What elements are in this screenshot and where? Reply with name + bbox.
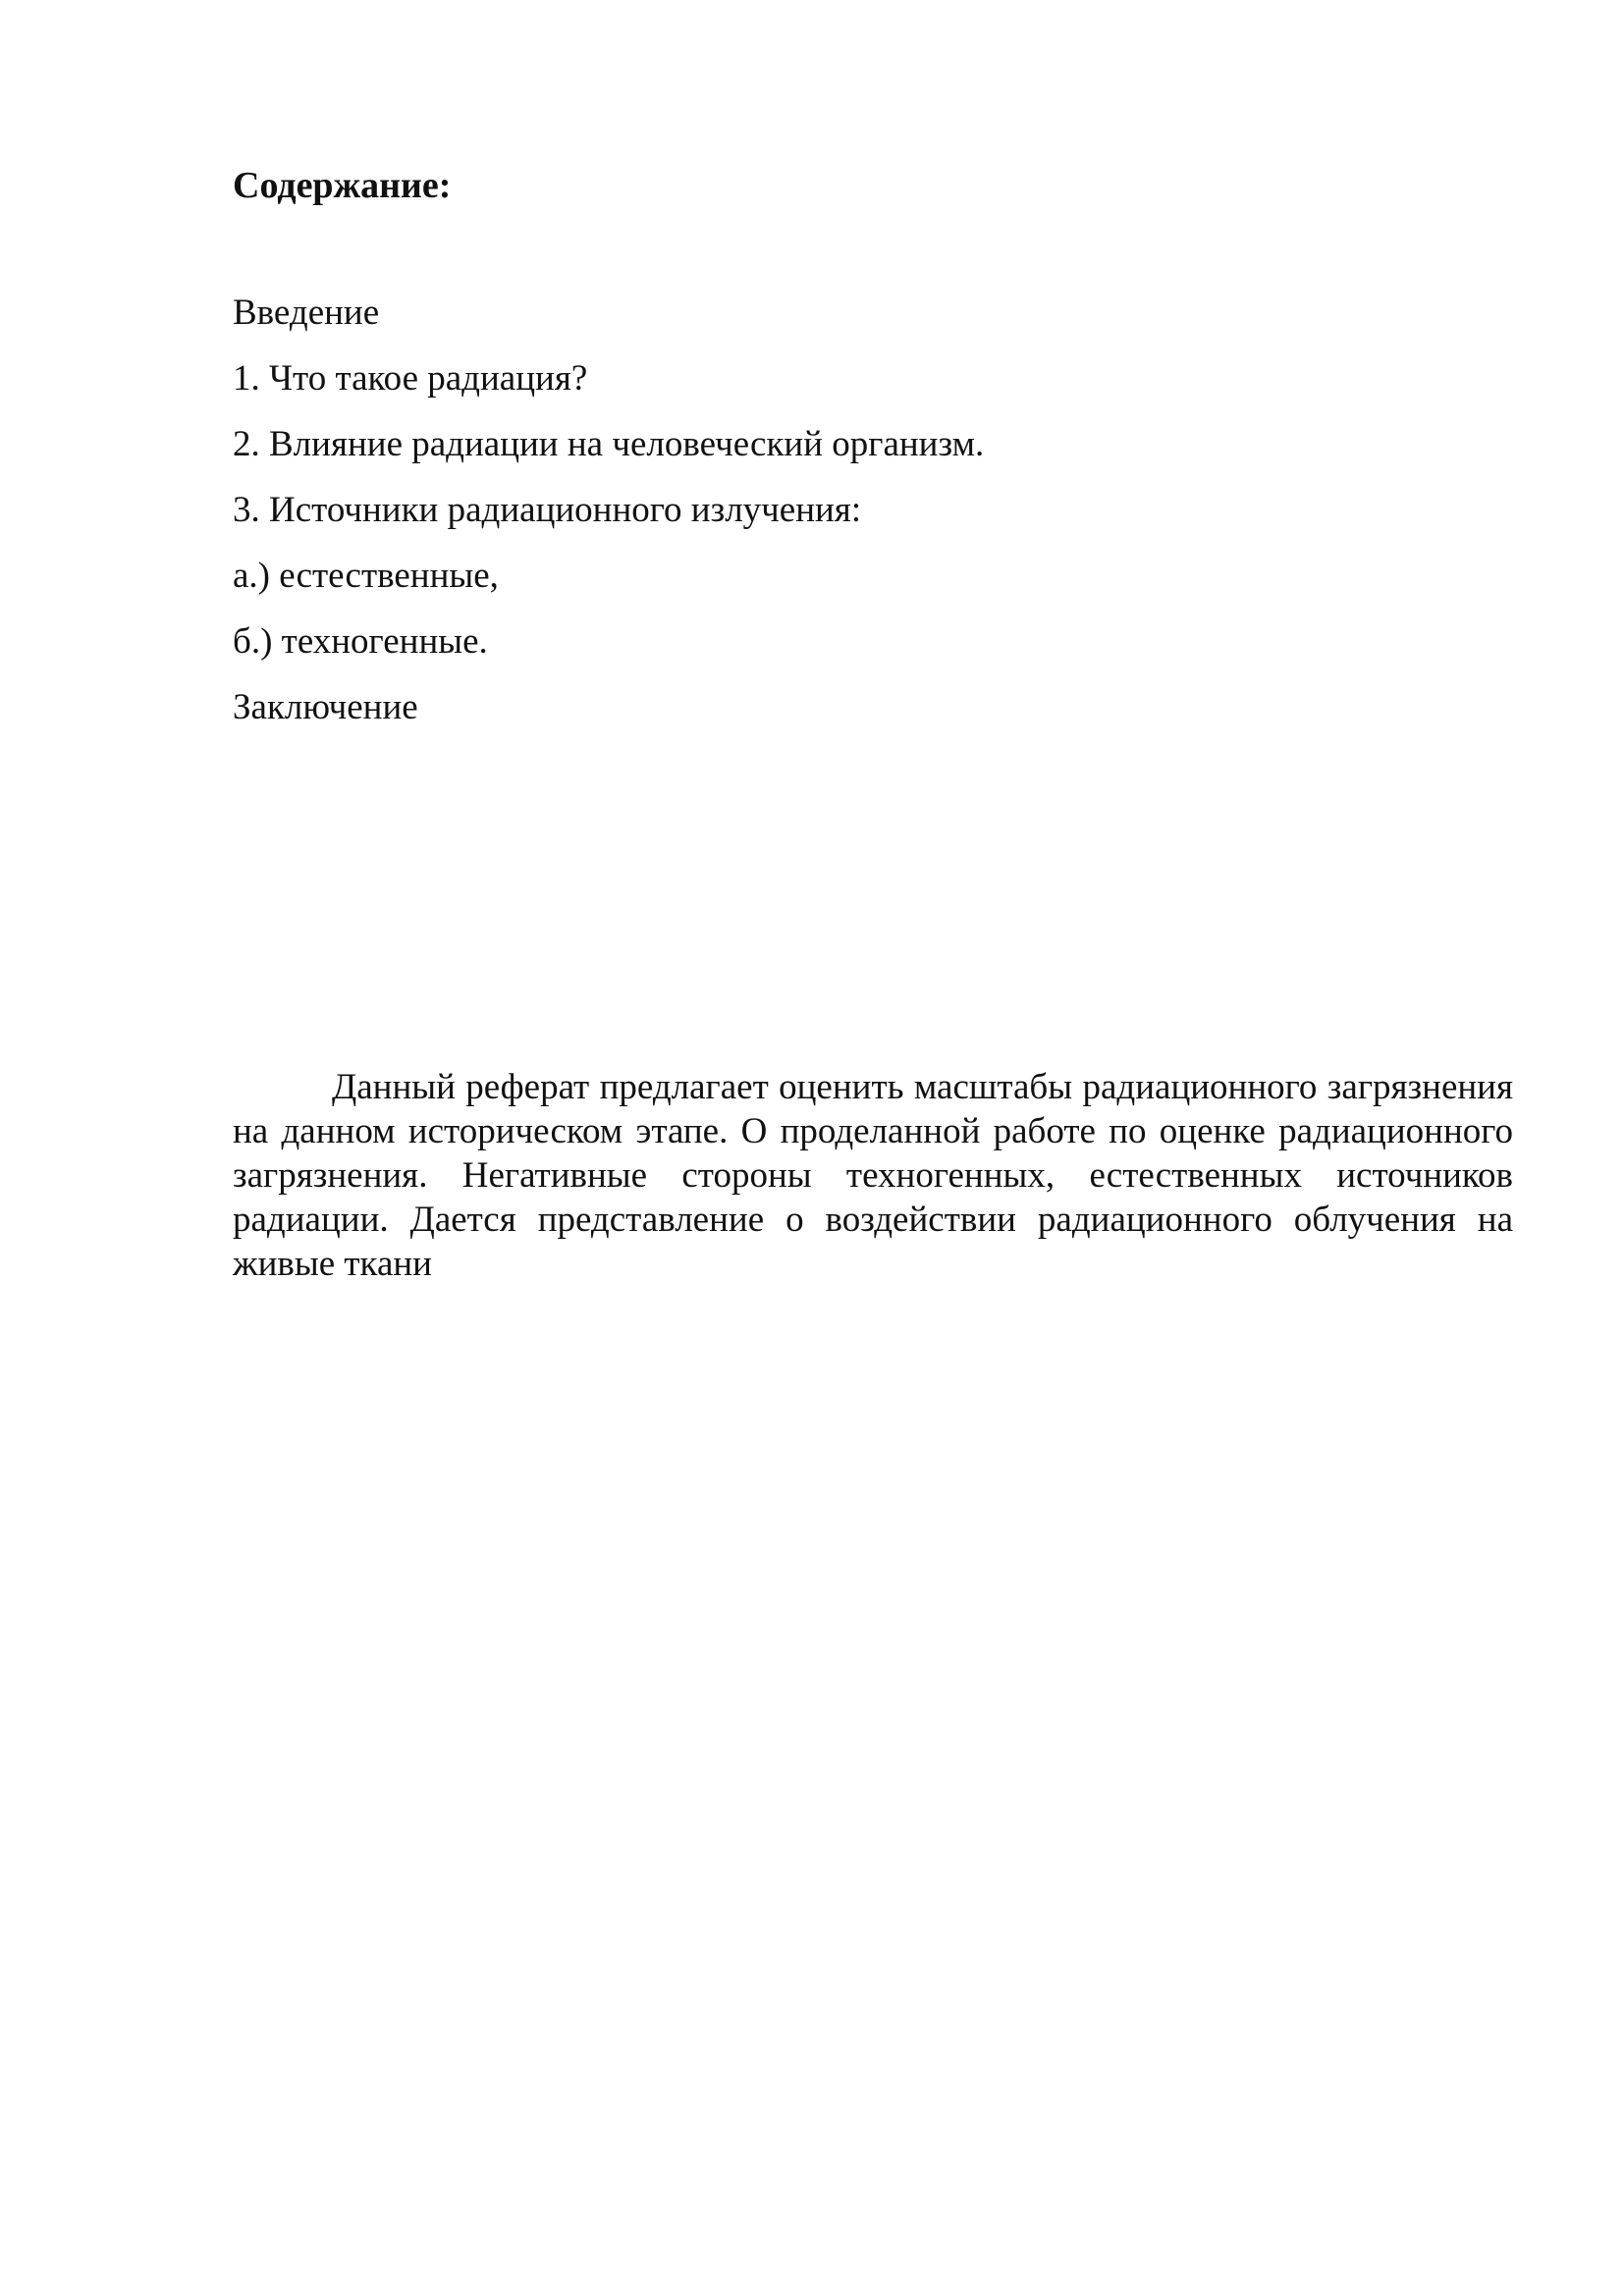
toc-item-conclusion: Заключение xyxy=(233,687,418,727)
abstract-paragraph: Данный реферат предлагает оценить масштабы радиационного загрязнения на данном историческом этапе. О проделанной работе по оценке радиационного загрязнения. Негативные стороны техногенных, естественных источников радиации. Дается представление о воздействии радиационного облучения на живые ткани xyxy=(233,1067,1513,1284)
toc-item-introduction: Введение xyxy=(233,293,380,333)
contents-heading: Содержание: xyxy=(233,165,452,206)
toc-item-what-is-radiation: 1. Что такое радиация? xyxy=(233,358,588,399)
toc-item-radiation-sources: 3. Источники радиационного излучения: xyxy=(233,490,862,530)
toc-item-radiation-effects: 2. Влияние радиации на человеческий организм. xyxy=(233,424,985,464)
toc-item-natural-sources: а.) естественные, xyxy=(233,556,499,596)
table-of-contents xyxy=(233,291,984,751)
toc-item-technogenic-sources: б.) техногенные. xyxy=(233,621,488,662)
